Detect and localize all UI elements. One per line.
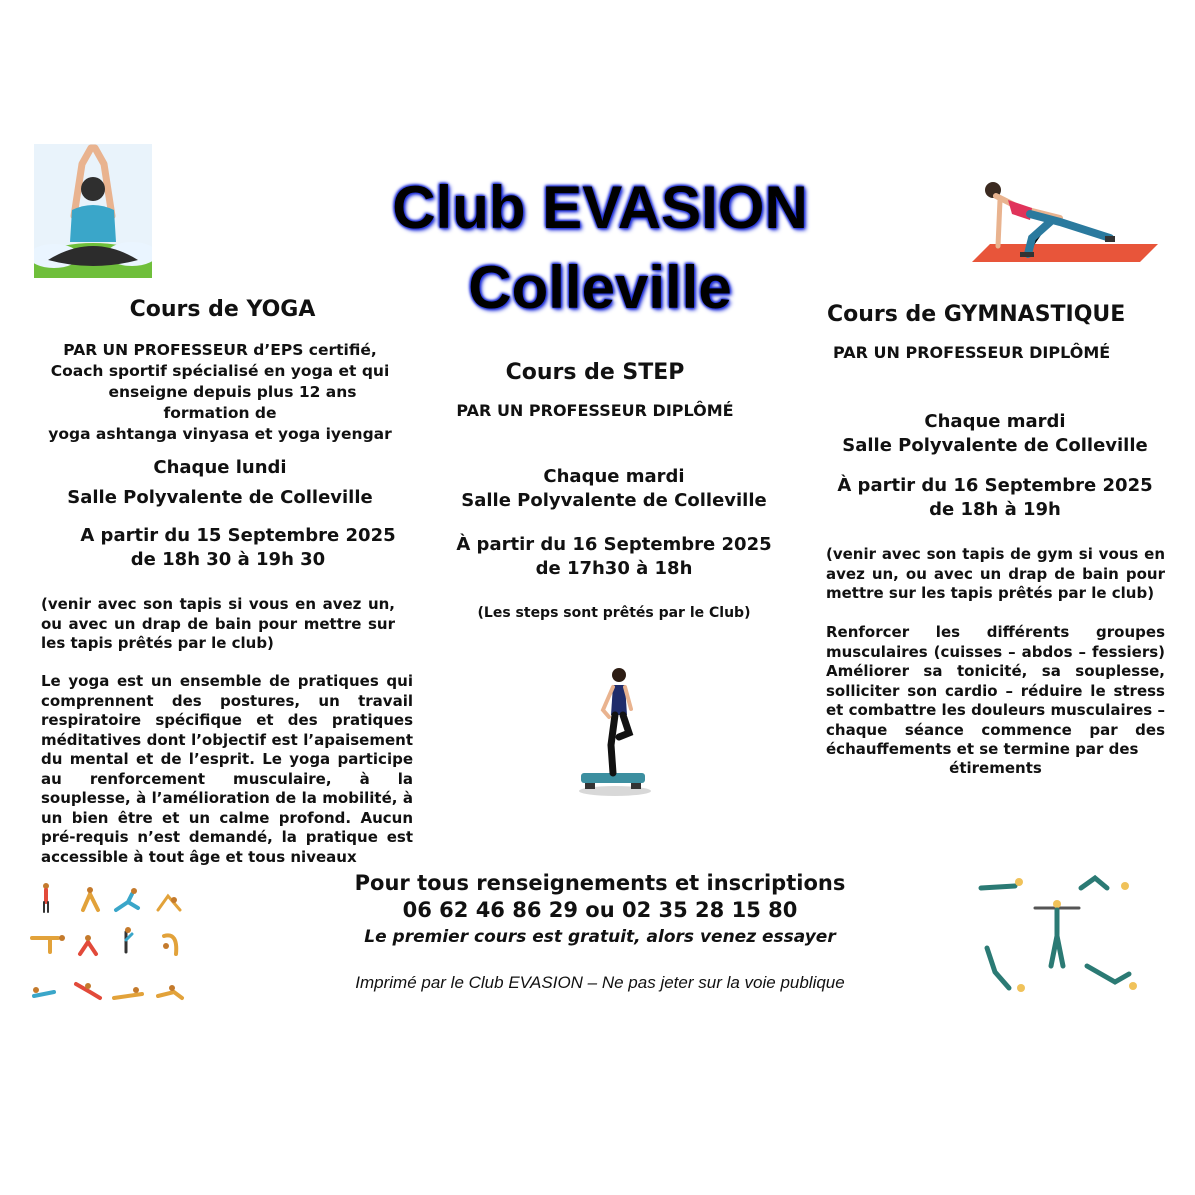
yoga-description: Le yoga est un ensemble de pratiques qui comprennent des postures, un travail respiratoire spécifique et des pratiques méditatives dont l’objectif est l’apaisement du mental et de l’esprit. Le yoga participe au renforcement musculaire, à la souplesse, à l’amélioration de la mobilité, à un bien être et un calme profond. Aucun pré-requis n’est demandé, la pratique est accessible à tout âge et tous niveaux (41, 672, 413, 866)
step-heading: Cours de STEP (505, 360, 685, 385)
step-start-date: À partir du 16 Septembre 2025 (456, 534, 772, 555)
yoga-time: de 18h 30 à 19h 30 (130, 549, 326, 570)
yoga-prof-line: enseigne depuis plus 12 ans (108, 383, 357, 401)
yoga-prof-line: PAR UN PROFESSEUR d’EPS certifié, (63, 341, 377, 359)
step-place: Salle Polyvalente de Colleville (461, 490, 767, 511)
gym-teacher: PAR UN PROFESSEUR DIPLÔMÉ (833, 343, 1111, 362)
gym-exercises-illustration (975, 868, 1150, 1000)
info-line: Pour tous renseignements et inscriptions (354, 871, 846, 895)
gym-time: de 18h à 19h (929, 499, 1061, 520)
step-note: (Les steps sont prêtés par le Club) (477, 605, 751, 621)
printed-by: Imprimé par le Club EVASION – Ne pas jeter sur la voie publique (355, 973, 845, 992)
gym-heading: Cours de GYMNASTIQUE (827, 302, 1126, 327)
page-title (300, 168, 900, 328)
title-line-2: Colleville (468, 254, 732, 321)
yoga-start-date: A partir du 15 Septembre 2025 (80, 525, 396, 546)
yoga-prof-line: Coach sportif spécialisé en yoga et qui (50, 362, 390, 380)
title-line-1: Club EVASION (392, 174, 808, 241)
step-exercise-illustration (575, 665, 655, 800)
yoga-prof-line: formation de (163, 404, 277, 422)
step-teacher: PAR UN PROFESSEUR DIPLÔMÉ (456, 401, 734, 420)
phone-numbers: 06 62 46 86 29 ou 02 35 28 15 80 (402, 898, 798, 922)
yoga-day: Chaque lundi (153, 457, 287, 478)
gym-day: Chaque mardi (924, 411, 1066, 432)
yoga-heading: Cours de YOGA (129, 297, 316, 322)
plank-exercise-illustration (960, 178, 1160, 268)
step-time: de 17h30 à 18h (535, 558, 693, 579)
yoga-meditation-illustration (34, 144, 152, 278)
yoga-prof-line: yoga ashtanga vinyasa et yoga iyengar (48, 425, 392, 443)
yoga-note: (venir avec son tapis si vous en avez un, ou avec un drap de bain pour mettre sur les tapis prêtés par le club) (41, 595, 395, 652)
gym-note: (venir avec son tapis de gym si vous en avez un, ou avec un drap de bain pour mettre sur les tapis prêtés par le club) (826, 545, 1165, 602)
free-first-class: Le premier cours est gratuit, alors venez essayer (364, 927, 836, 947)
gym-description: Renforcer les différents groupes musculaires (cuisses – abdos – fessiers) Améliorer sa tonicité, sa souplesse, solliciter son cardio – réduire le stress et combattre les douleurs musculaires – chaque séance commence par des échauffements et se termine par des (826, 623, 1165, 758)
step-day: Chaque mardi (543, 466, 685, 487)
yoga-poses-illustration (28, 880, 193, 1005)
yoga-place: Salle Polyvalente de Colleville (67, 487, 373, 508)
yoga-teacher-description (20, 340, 420, 445)
gym-place: Salle Polyvalente de Colleville (842, 435, 1148, 456)
gym-description-end: étirements (949, 759, 1042, 777)
gym-start-date: À partir du 16 Septembre 2025 (837, 475, 1153, 496)
